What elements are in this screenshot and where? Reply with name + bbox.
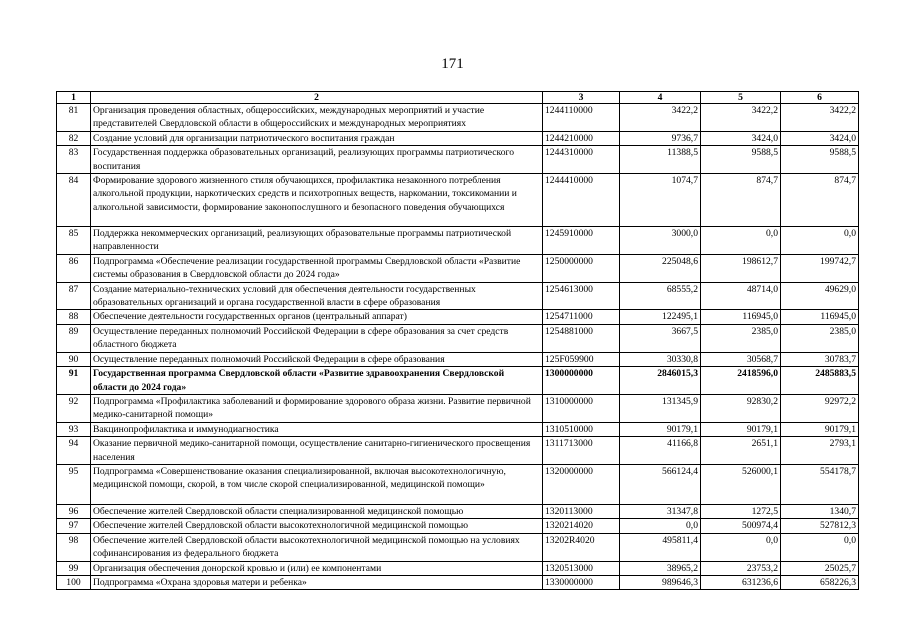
page-number: 171 [441, 56, 464, 72]
row-value-year1-cell: 566124,4 [620, 464, 701, 504]
row-number-cell: 90 [57, 352, 91, 366]
row-code-cell: 1254613000 [543, 282, 620, 310]
table-row [57, 561, 859, 575]
row-value-year1-cell: 3000,0 [620, 227, 701, 255]
table-row [57, 422, 859, 436]
row-code-cell: 1244410000 [543, 174, 620, 227]
row-value-year1-cell: 30330,8 [620, 352, 701, 366]
row-name-cell: Подпрограмма «Профилактика заболеваний и формирование здорового образа жизни. Развитие первичной медико-санитарной помощи» [91, 394, 543, 422]
row-value-year2-cell: 500974,4 [701, 519, 781, 533]
row-name-cell: Государственная поддержка образовательных организаций, реализующих программы патриотического воспитания [91, 146, 543, 174]
table-row [57, 519, 859, 533]
row-code-cell: 1311713000 [543, 437, 620, 465]
row-value-year3-cell: 0,0 [781, 227, 859, 255]
row-number-cell: 83 [57, 146, 91, 174]
table-row [57, 352, 859, 366]
row-name-cell: Обеспечение деятельности государственных органов (центральный аппарат) [91, 310, 543, 324]
budget-table [56, 91, 859, 590]
row-value-year2-cell: 48714,0 [701, 282, 781, 310]
table-row [57, 282, 859, 310]
row-number-cell: 97 [57, 519, 91, 533]
table-row [57, 310, 859, 324]
row-code-cell: 1310000000 [543, 394, 620, 422]
row-value-year2-cell: 23753,2 [701, 561, 781, 575]
table-row [57, 146, 859, 174]
row-name-cell: Подпрограмма «Обеспечение реализации государственной программы Свердловской области «Развитие системы образования в Свердловской области до 2024 года» [91, 254, 543, 282]
table-body [57, 104, 859, 590]
row-name-cell: Организация проведения областных, общероссийских, международных мероприятий и участие представителей Свердловской области в общероссийских и международных мероприятиях [91, 104, 543, 132]
row-value-year3-cell: 90179,1 [781, 422, 859, 436]
row-value-year1-cell: 38965,2 [620, 561, 701, 575]
row-value-year3-cell: 2793,1 [781, 437, 859, 465]
row-value-year2-cell: 631236,6 [701, 575, 781, 589]
row-number-cell: 81 [57, 104, 91, 132]
row-value-year2-cell: 2651,1 [701, 437, 781, 465]
row-number-cell: 91 [57, 367, 91, 395]
row-value-year1-cell: 122495,1 [620, 310, 701, 324]
row-name-cell: Подпрограмма «Совершенствование оказания специализированной, включая высокотехнологичную, медицинской помощи, скорой, в том числе скорой специализированной, медицинской помощи» [91, 464, 543, 504]
row-value-year1-cell: 90179,1 [620, 422, 701, 436]
row-value-year1-cell: 11388,5 [620, 146, 701, 174]
header-cell-year2: 5 [701, 92, 781, 104]
row-value-year3-cell: 30783,7 [781, 352, 859, 366]
table-row [57, 533, 859, 561]
table-row [57, 575, 859, 589]
row-value-year3-cell: 527812,3 [781, 519, 859, 533]
row-number-cell: 99 [57, 561, 91, 575]
row-name-cell: Создание материально-технических условий для обеспечения деятельности государственных образовательных организаций и органа государственной власти в сфере образования [91, 282, 543, 310]
table-row [57, 504, 859, 518]
row-number-cell: 82 [57, 131, 91, 145]
row-number-cell: 86 [57, 254, 91, 282]
row-value-year1-cell: 68555,2 [620, 282, 701, 310]
row-number-cell: 84 [57, 174, 91, 227]
row-number-cell: 85 [57, 227, 91, 255]
row-value-year3-cell: 116945,0 [781, 310, 859, 324]
row-value-year1-cell: 0,0 [620, 519, 701, 533]
header-cell-year3: 6 [781, 92, 859, 104]
row-code-cell: 1320000000 [543, 464, 620, 504]
row-value-year3-cell: 658226,3 [781, 575, 859, 589]
header-cell-year1: 4 [620, 92, 701, 104]
row-value-year1-cell: 3667,5 [620, 324, 701, 352]
header-cell-code: 3 [543, 92, 620, 104]
row-number-cell: 96 [57, 504, 91, 518]
row-name-cell: Организация обеспечения донорской кровью и (или) ее компонентами [91, 561, 543, 575]
row-code-cell: 1320513000 [543, 561, 620, 575]
row-value-year3-cell: 49629,0 [781, 282, 859, 310]
row-name-cell: Осуществление переданных полномочий Российской Федерации в сфере образования [91, 352, 543, 366]
row-value-year2-cell: 0,0 [701, 533, 781, 561]
row-value-year2-cell: 30568,7 [701, 352, 781, 366]
row-value-year1-cell: 9736,7 [620, 131, 701, 145]
row-name-cell: Обеспечение жителей Свердловской области специализированной медицинской помощью [91, 504, 543, 518]
row-value-year1-cell: 31347,8 [620, 504, 701, 518]
row-code-cell: 13202R4020 [543, 533, 620, 561]
row-value-year2-cell: 90179,1 [701, 422, 781, 436]
row-code-cell: 125F059900 [543, 352, 620, 366]
row-code-cell: 1320214020 [543, 519, 620, 533]
header-cell-name: 2 [91, 92, 543, 104]
row-code-cell: 1244210000 [543, 131, 620, 145]
row-value-year3-cell: 2485883,5 [781, 367, 859, 395]
row-code-cell: 1244310000 [543, 146, 620, 174]
row-value-year1-cell: 41166,8 [620, 437, 701, 465]
row-value-year2-cell: 3422,2 [701, 104, 781, 132]
row-number-cell: 87 [57, 282, 91, 310]
row-code-cell: 1250000000 [543, 254, 620, 282]
row-number-cell: 94 [57, 437, 91, 465]
row-code-cell: 1245910000 [543, 227, 620, 255]
row-value-year2-cell: 2418596,0 [701, 367, 781, 395]
table-row [57, 174, 859, 227]
row-value-year1-cell: 225048,6 [620, 254, 701, 282]
row-value-year2-cell: 116945,0 [701, 310, 781, 324]
row-value-year1-cell: 989646,3 [620, 575, 701, 589]
row-code-cell: 1330000000 [543, 575, 620, 589]
row-number-cell: 98 [57, 533, 91, 561]
table-row [57, 394, 859, 422]
header-cell-number: 1 [57, 92, 91, 104]
row-number-cell: 88 [57, 310, 91, 324]
row-code-cell: 1254881000 [543, 324, 620, 352]
row-value-year2-cell: 92830,2 [701, 394, 781, 422]
table-row [57, 437, 859, 465]
row-name-cell: Создание условий для организации патриотического воспитания граждан [91, 131, 543, 145]
row-name-cell: Поддержка некоммерческих организаций, реализующих образовательные программы патриотической направленности [91, 227, 543, 255]
row-value-year3-cell: 874,7 [781, 174, 859, 227]
row-value-year3-cell: 199742,7 [781, 254, 859, 282]
row-value-year1-cell: 131345,9 [620, 394, 701, 422]
row-number-cell: 95 [57, 464, 91, 504]
row-number-cell: 93 [57, 422, 91, 436]
row-name-cell: Подпрограмма «Охрана здоровья матери и ребенка» [91, 575, 543, 589]
row-value-year2-cell: 0,0 [701, 227, 781, 255]
row-value-year2-cell: 874,7 [701, 174, 781, 227]
table-row [57, 464, 859, 504]
row-value-year2-cell: 9588,5 [701, 146, 781, 174]
row-value-year3-cell: 92972,2 [781, 394, 859, 422]
table-row [57, 104, 859, 132]
row-name-cell: Вакцинопрофилактика и иммунодиагностика [91, 422, 543, 436]
row-value-year3-cell: 0,0 [781, 533, 859, 561]
table-row [57, 131, 859, 145]
row-number-cell: 100 [57, 575, 91, 589]
row-code-cell: 1300000000 [543, 367, 620, 395]
table-row [57, 367, 859, 395]
row-name-cell: Обеспечение жителей Свердловской области высокотехнологичной медицинской помощью [91, 519, 543, 533]
row-code-cell: 1320113000 [543, 504, 620, 518]
row-value-year3-cell: 1340,7 [781, 504, 859, 518]
row-value-year3-cell: 3424,0 [781, 131, 859, 145]
row-name-cell: Государственная программа Свердловской области «Развитие здравоохранения Свердловской области до 2024 года» [91, 367, 543, 395]
row-value-year2-cell: 198612,7 [701, 254, 781, 282]
row-value-year1-cell: 495811,4 [620, 533, 701, 561]
row-value-year2-cell: 2385,0 [701, 324, 781, 352]
row-number-cell: 92 [57, 394, 91, 422]
row-code-cell: 1310510000 [543, 422, 620, 436]
row-name-cell: Осуществление переданных полномочий Российской Федерации в сфере образования за счет средств областного бюджета [91, 324, 543, 352]
table-header-row [57, 92, 859, 104]
row-value-year3-cell: 554178,7 [781, 464, 859, 504]
row-value-year3-cell: 2385,0 [781, 324, 859, 352]
row-code-cell: 1254711000 [543, 310, 620, 324]
row-code-cell: 1244110000 [543, 104, 620, 132]
row-value-year1-cell: 1074,7 [620, 174, 701, 227]
table-row [57, 324, 859, 352]
row-value-year3-cell: 3422,2 [781, 104, 859, 132]
row-name-cell: Обеспечение жителей Свердловской области высокотехнологичной медицинской помощью на условиях софинансирования из федерального бюджета [91, 533, 543, 561]
row-value-year3-cell: 9588,5 [781, 146, 859, 174]
table-row [57, 254, 859, 282]
table-row [57, 227, 859, 255]
row-value-year1-cell: 3422,2 [620, 104, 701, 132]
row-value-year2-cell: 1272,5 [701, 504, 781, 518]
row-value-year2-cell: 526000,1 [701, 464, 781, 504]
row-value-year3-cell: 25025,7 [781, 561, 859, 575]
row-value-year2-cell: 3424,0 [701, 131, 781, 145]
row-number-cell: 89 [57, 324, 91, 352]
row-name-cell: Оказание первичной медико-санитарной помощи, осуществление санитарно-гигиенического просвещения населения [91, 437, 543, 465]
row-name-cell: Формирование здорового жизненного стиля обучающихся, профилактика незаконного потребления алкогольной продукции, наркотических средств и психотропных веществ, наркомании, токсикомании и алкогольной зависимости, формирование законопослушного и безопасного поведения обучающихся [91, 174, 543, 227]
row-value-year1-cell: 2846015,3 [620, 367, 701, 395]
